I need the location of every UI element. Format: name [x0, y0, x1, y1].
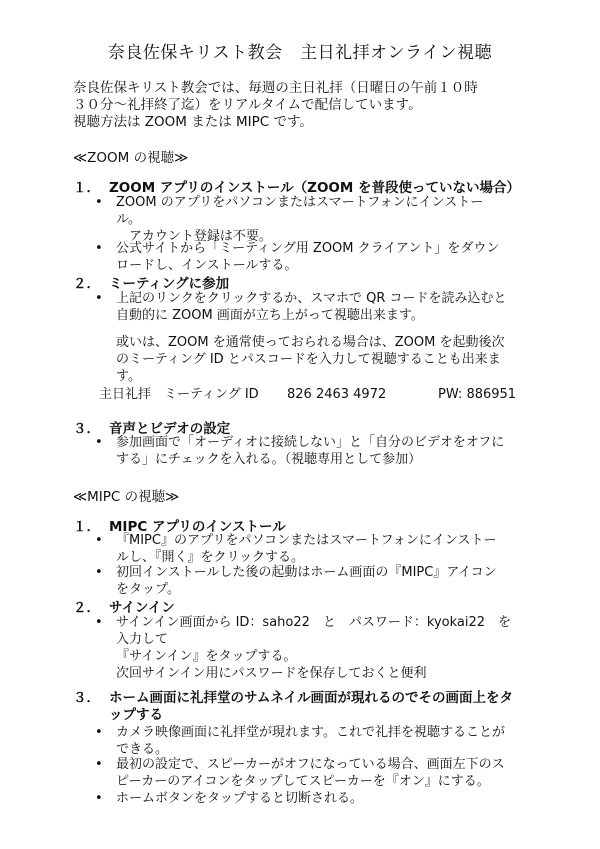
bullet-line: できる。 — [116, 742, 169, 757]
bullet-dot: • — [95, 435, 103, 450]
zoom-section-heading: ≪ZOOM の視聴≫ — [73, 150, 189, 166]
bullet-line: 初回インストールした後の起動はホーム画面の『MIPC』アイコン — [116, 565, 497, 580]
bullet-line: ピーカーのアイコンをタップしてスピーカーを『オン』にする。 — [116, 774, 490, 789]
intro-paragraph — [73, 80, 543, 131]
bullet-line: 次回サインイン用にパスワードを保存しておくと便利 — [116, 666, 427, 681]
step-title-continued: ップする — [109, 707, 163, 723]
paragraph-line: のミーティング ID とパスコードを入力して視聴することも出来ま — [116, 352, 501, 367]
bullet-dot: • — [95, 291, 103, 306]
bullet-line: ロードし、インストールする。 — [116, 258, 298, 273]
paragraph-line: 或いは、ZOOM を通常使っておられる場合は、ZOOM を起動後次 — [116, 335, 505, 350]
meeting-id-label: 主日礼拝 ミーティング ID — [99, 387, 259, 402]
bullet-line: ホームボタンをタップすると切断される。 — [116, 791, 364, 806]
bullet-line: 自動的に ZOOM 画面が立ち上がって視聴出来ます。 — [116, 308, 424, 323]
bullet-line: カメラ映像画面に礼拝堂が現れます。これで礼拝を視聴することが — [116, 725, 505, 740]
zoom-step2-heading — [73, 272, 229, 292]
bullet-line: する」にチェックを入れる。（視聴専用として参加） — [116, 452, 422, 467]
bullet-line: アカウント登録は不要。 — [129, 229, 272, 244]
step-number: １． — [73, 519, 100, 535]
mipc-section-heading: ≪MIPC の視聴≫ — [73, 489, 180, 505]
bullet-line: ル。 — [116, 212, 141, 227]
step-title: MIPC アプリのインストール — [109, 519, 286, 535]
bullet-dot: • — [95, 533, 103, 548]
intro-line: 視聴方法は ZOOM または MIPC です。 — [73, 114, 313, 130]
step-number: ２． — [73, 600, 100, 616]
bullet-dot: • — [95, 615, 103, 630]
step-title: ホーム画面に礼拝堂のサムネイル画面が現れるのでその画面上をタ — [109, 690, 514, 706]
step-number: ３． — [73, 421, 100, 437]
intro-line: 奈良佐保キリスト教会では、毎週の主日礼拝（日曜日の午前１０時 — [73, 80, 478, 96]
step-title: ZOOM アプリのインストール（ZOOM を普段使っていない場合） — [109, 180, 521, 196]
bullet-line: 『MIPC』のアプリをパソコンまたはスマートフォンにインストー — [116, 533, 497, 548]
zoom-step1-heading — [73, 176, 520, 196]
paragraph-line: す。 — [116, 369, 141, 384]
bullet-line: 上記のリンクをクリックするか、スマホで QR コードを読み込むと — [116, 291, 507, 306]
page-title: 奈良佐保キリスト教会 主日礼拝オンライン視聴 — [107, 43, 493, 63]
bullet-dot: • — [95, 725, 103, 740]
bullet-line: 参加画面で「オーディオに接続しない」と「自分のビデオをオフに — [116, 435, 505, 450]
bullet-line: をタップ。 — [116, 582, 180, 597]
bullet-line: ZOOM のアプリをパソコンまたはスマートフォンにインストー — [116, 195, 484, 210]
bullet-dot: • — [95, 241, 103, 256]
step-title: サインイン — [109, 600, 175, 616]
step-title: ミーティングに参加 — [109, 276, 230, 292]
meeting-id-value: 826 2463 4972 — [287, 387, 387, 402]
bullet-line: 『サインイン』をタップする。 — [116, 649, 297, 664]
bullet-line: 最初の設定で、スピーカーがオフになっている場合、画面左下のス — [116, 757, 505, 772]
meeting-password: PW: 886951 — [438, 387, 517, 402]
mipc-step2-heading — [73, 596, 175, 616]
step-title: 音声とビデオの設定 — [109, 421, 231, 437]
bullet-line: 入力して — [116, 632, 169, 647]
intro-line: ３０分～礼拝終了迄）をリアルタイムで配信しています。 — [73, 97, 422, 113]
bullet-line: サインイン画面から ID：saho22 と パスワード：kyokai22 を — [116, 615, 512, 630]
bullet-dot: • — [95, 565, 103, 580]
bullet-dot: • — [95, 195, 103, 210]
mipc-step3-heading — [73, 690, 513, 724]
bullet-dot: • — [95, 757, 103, 772]
zoom-alt-paragraph — [116, 334, 504, 385]
bullet-line: 公式サイトから「ミーティング用 ZOOM クライアント」をダウン — [116, 241, 500, 256]
bullet-line: ルし、『開く』をクリックする。 — [116, 550, 304, 565]
bullet-dot: • — [95, 791, 103, 806]
step-number: １． — [73, 180, 100, 196]
step-number: ２． — [73, 276, 100, 292]
step-number: ３． — [73, 690, 100, 706]
